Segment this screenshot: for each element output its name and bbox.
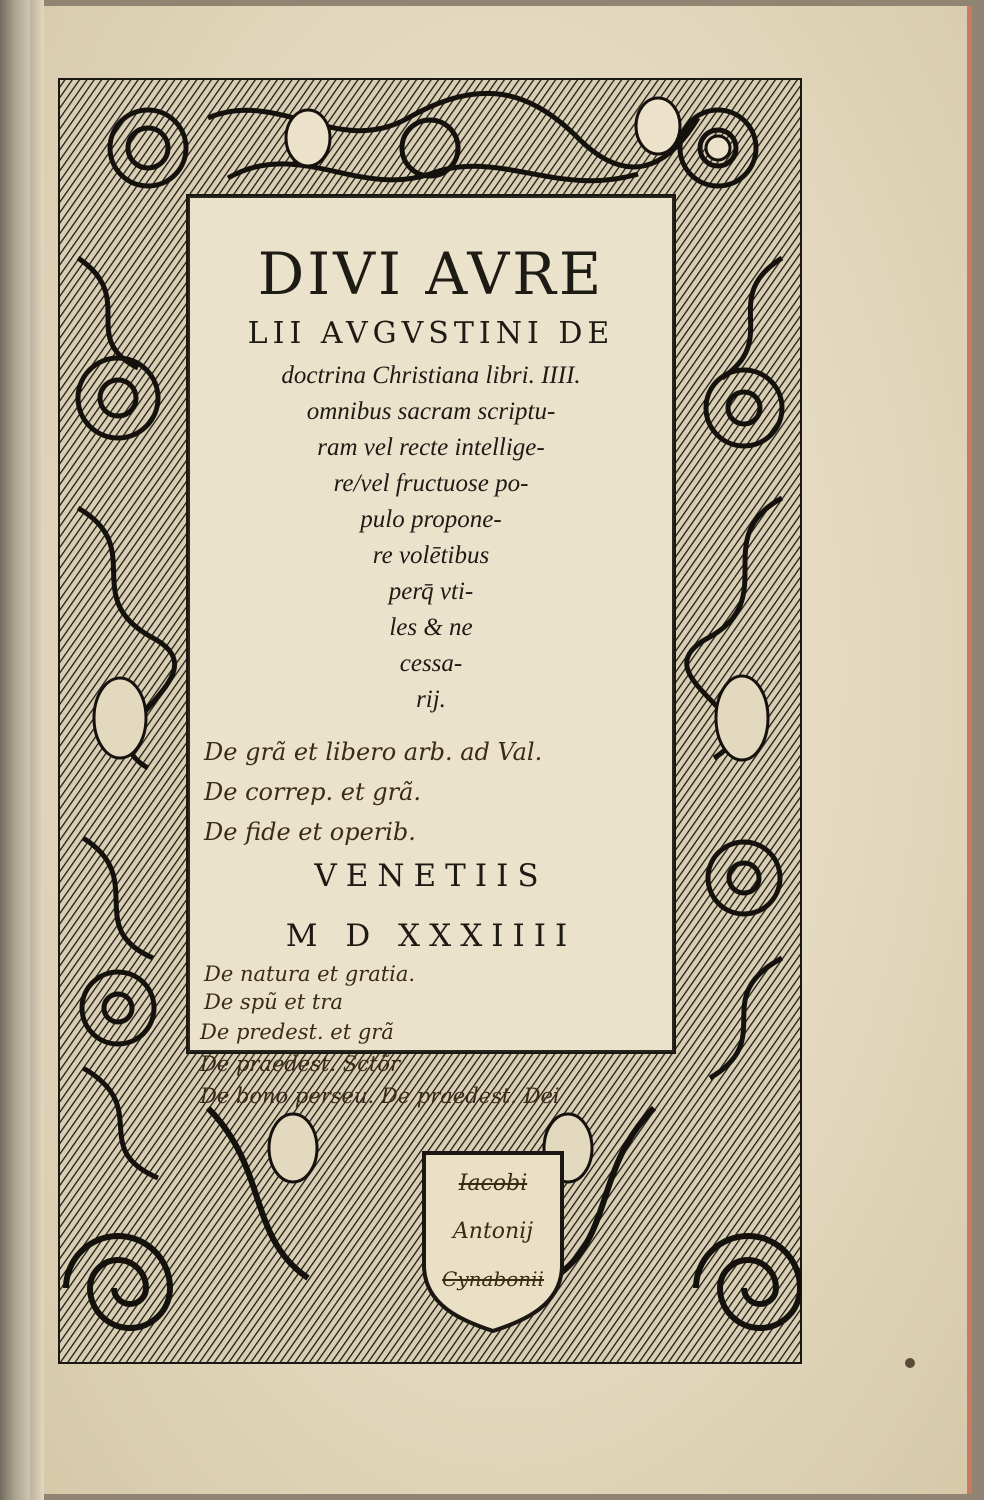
handwritten-note: De natura et gratia.: [204, 962, 416, 986]
body-line: re/vel fructuose po-: [333, 470, 529, 497]
imprint-place: VENETIIS: [314, 858, 548, 894]
title-panel: [188, 196, 674, 1052]
handwritten-note: De fide et operib.: [204, 818, 416, 846]
owner-name-line: Iacobi: [458, 1171, 528, 1196]
handwritten-note: De correp. et grã.: [204, 778, 421, 806]
handwritten-note: De spũ et tra: [204, 990, 343, 1014]
book-spine: [0, 0, 30, 1500]
body-line: perq̄ vti-: [388, 578, 474, 605]
body-line: re volētibus: [372, 542, 490, 569]
body-line: doctrina Christiana libri. IIII.: [281, 362, 581, 389]
body-line: omnibus sacram scriptu-: [306, 398, 556, 425]
handwritten-note: De grã et libero arb. ad Val.: [204, 738, 543, 766]
owner-name-line: Cynabonii: [442, 1267, 544, 1291]
body-line: rij.: [416, 686, 446, 713]
handwritten-note: De predest. et grã: [200, 1020, 394, 1044]
title-line-1: DIVI AVRE: [257, 240, 605, 308]
imprint-year: M D XXXIIII: [285, 918, 577, 954]
handwritten-note: De bono perseu. De praedest. Dei: [200, 1084, 560, 1108]
gutter: [30, 0, 44, 1500]
body-line: les & ne: [389, 614, 473, 641]
title-line-2: LII AVGVSTINI DE: [247, 316, 615, 351]
body-line: pulo propone-: [360, 506, 502, 533]
body-line: ram vel recte intellige-: [317, 434, 545, 461]
owner-name-line: Antonij: [452, 1219, 534, 1244]
owner-shield: [414, 1145, 572, 1335]
body-line: cessa-: [399, 650, 463, 677]
handwritten-note: De praedest. Sctõr: [200, 1052, 401, 1076]
ink-spot: [905, 1358, 915, 1368]
